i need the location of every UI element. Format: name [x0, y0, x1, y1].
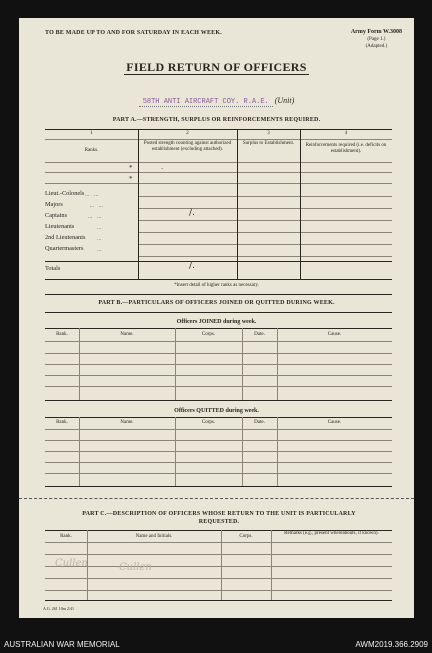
- rank-majors: Majors: [45, 201, 63, 208]
- form-title: [19, 60, 414, 75]
- rank-leader-dots: ... ... ... ... ... ... ... ... ...: [85, 192, 103, 253]
- asterisk-row-2: *: [129, 175, 133, 183]
- asterisk-row-1: *: [129, 164, 133, 172]
- part-c-table-bottom: [45, 600, 392, 601]
- joined-col-divider: [242, 328, 243, 400]
- joined-col-name: Name.: [120, 332, 134, 337]
- archive-caption-right: AWM2019.366.2909: [355, 640, 428, 649]
- col-number-1: 1: [90, 131, 93, 136]
- faint-show-through-mark: Cullen: [55, 558, 88, 569]
- page-number: (Page 1.): [367, 37, 386, 42]
- col-header-surplus: Surplus to Establishment.: [242, 141, 295, 146]
- part-c-col-corps: Corps.: [239, 534, 253, 539]
- part-a-row-rule: [138, 232, 392, 233]
- rank-captains: Captains: [45, 212, 68, 219]
- part-c-row-rule: [45, 590, 392, 591]
- handwritten-captains: /.: [189, 208, 195, 218]
- joined-col-divider: [79, 328, 80, 400]
- col-header-ranks: Ranks.: [84, 148, 99, 153]
- quitted-col-divider: [79, 417, 80, 486]
- part-c-col-divider: [271, 530, 272, 600]
- unit-label: (Unit): [274, 96, 295, 105]
- header-instruction: TO BE MADE UP TO AND FOR SATURDAY IN EACH WEEK.: [45, 30, 222, 36]
- joined-col-date: Date.: [254, 332, 265, 337]
- part-c-col-rank: Rank.: [60, 534, 72, 539]
- joined-col-corps: Corps.: [201, 332, 216, 337]
- quitted-col-divider: [175, 417, 176, 486]
- quitted-col-name: Name.: [120, 420, 134, 425]
- part-a-row-rule: [138, 196, 392, 197]
- part-c-row-rule: [45, 554, 392, 555]
- rank-lieutenants: Lieutenants: [45, 223, 75, 230]
- part-c-header-rule: [45, 542, 392, 543]
- archive-caption-left: AUSTRALIAN WAR MEMORIAL: [4, 640, 120, 649]
- quitted-row-rule: [45, 440, 392, 441]
- part-a-row-rule: [138, 220, 392, 221]
- perforation-line: [19, 498, 414, 499]
- joined-col-cause: Cause.: [327, 332, 342, 337]
- part-a-top-rule: [45, 129, 392, 130]
- rank-2nd-lieutenants: 2nd Lieutenants: [45, 234, 86, 241]
- col-number-3: 3: [267, 131, 270, 136]
- part-c-row-rule: [45, 566, 392, 567]
- rank-lieut-colonels: Lieut.-Colonels: [45, 190, 85, 197]
- unit-stamp: 58TH ANTI AIRCRAFT COY. R.A.E.: [139, 98, 273, 107]
- quitted-header-rule: [45, 429, 392, 430]
- part-a-heading: PART A.—STRENGTH, SURPLUS OR REINFORCEMENTS REQUIRED.: [112, 117, 321, 123]
- col-number-4: 4: [344, 131, 348, 136]
- form-paper: [19, 18, 414, 618]
- joined-table-top: [45, 328, 392, 329]
- part-a-row-rule: [138, 244, 392, 245]
- quitted-col-divider: [242, 417, 243, 486]
- form-number: Army Form W.3008: [350, 29, 402, 35]
- joined-row-rule: [45, 386, 392, 387]
- unit-line: [19, 96, 414, 106]
- part-a-row-rule: [138, 208, 392, 209]
- part-a-col-divider: [237, 129, 238, 279]
- faint-show-through-mark: Cullen: [119, 562, 152, 573]
- handwritten-totals: /.: [189, 261, 195, 271]
- quitted-row-rule: [45, 462, 392, 463]
- quitted-row-rule: [45, 473, 392, 474]
- print-code: A.G. 261 10m 2/41: [43, 606, 74, 611]
- part-a-totals-rule: [45, 261, 392, 262]
- rank-totals: Totals: [45, 265, 61, 272]
- quitted-col-date: Date.: [254, 420, 265, 425]
- quitted-heading: Officers QUITTED during week.: [174, 408, 259, 414]
- part-a-row-rule: [45, 172, 392, 173]
- joined-row-rule: [45, 364, 392, 365]
- part-a-row-rule: [138, 256, 392, 257]
- joined-row-rule: [45, 375, 392, 376]
- part-c-row-rule: [45, 578, 392, 579]
- part-c-col-divider: [221, 530, 222, 600]
- part-a-col-divider: [138, 129, 139, 279]
- part-a-header-rule: [45, 162, 392, 163]
- handwritten-mark: .: [161, 163, 164, 171]
- part-b-rule: [45, 312, 392, 313]
- quitted-col-cause: Cause.: [327, 420, 342, 425]
- form-number-block: [351, 29, 402, 50]
- section-rule: [45, 294, 392, 295]
- part-a-bottom-rule: [45, 279, 392, 280]
- quitted-row-rule: [45, 451, 392, 452]
- col-number-2: 2: [186, 131, 189, 136]
- part-c-col-name: Name and Initials.: [135, 534, 173, 539]
- rank-quartermasters: Quartermasters: [45, 245, 84, 252]
- part-b-heading: PART B.—PARTICULARS OF OFFICERS JOINED OR QUITTED DURING WEEK.: [98, 300, 335, 306]
- part-c-heading: PART C.—DESCRIPTION OF OFFICERS WHOSE RETURN TO THE UNIT IS PARTICULARLY REQUESTED.: [82, 511, 356, 525]
- part-a-col-divider: [300, 129, 301, 279]
- joined-table-bottom: [45, 400, 392, 401]
- quitted-table-bottom: [45, 486, 392, 487]
- part-a-row-rule: [45, 183, 392, 184]
- quitted-col-rank: Rank.: [56, 420, 68, 425]
- part-a-number-rule: [45, 139, 392, 140]
- part-a-footnote: *Insert detail of higher ranks as necessary.: [174, 283, 259, 288]
- joined-col-divider: [277, 328, 278, 400]
- form-title-text: FIELD RETURN OF OFFICERS: [126, 60, 307, 74]
- joined-col-rank: Rank.: [56, 332, 68, 337]
- quitted-col-corps: Corps.: [201, 420, 216, 425]
- joined-col-divider: [175, 328, 176, 400]
- joined-heading: Officers JOINED during week.: [176, 319, 257, 325]
- part-c-col-remarks: Remarks (e.g., present whereabouts, if known).: [284, 531, 379, 536]
- joined-header-rule: [45, 341, 392, 342]
- quitted-col-divider: [277, 417, 278, 486]
- col-header-posted: Posted strength counting against authorized establishment (excluding attached).: [143, 141, 232, 152]
- quitted-table-top: [45, 417, 392, 418]
- adapted-note: (Adapted.): [365, 44, 388, 49]
- col-header-reinforcements: Reinforcements required (i.e. deficits on establishment).: [305, 143, 387, 154]
- joined-row-rule: [45, 353, 392, 354]
